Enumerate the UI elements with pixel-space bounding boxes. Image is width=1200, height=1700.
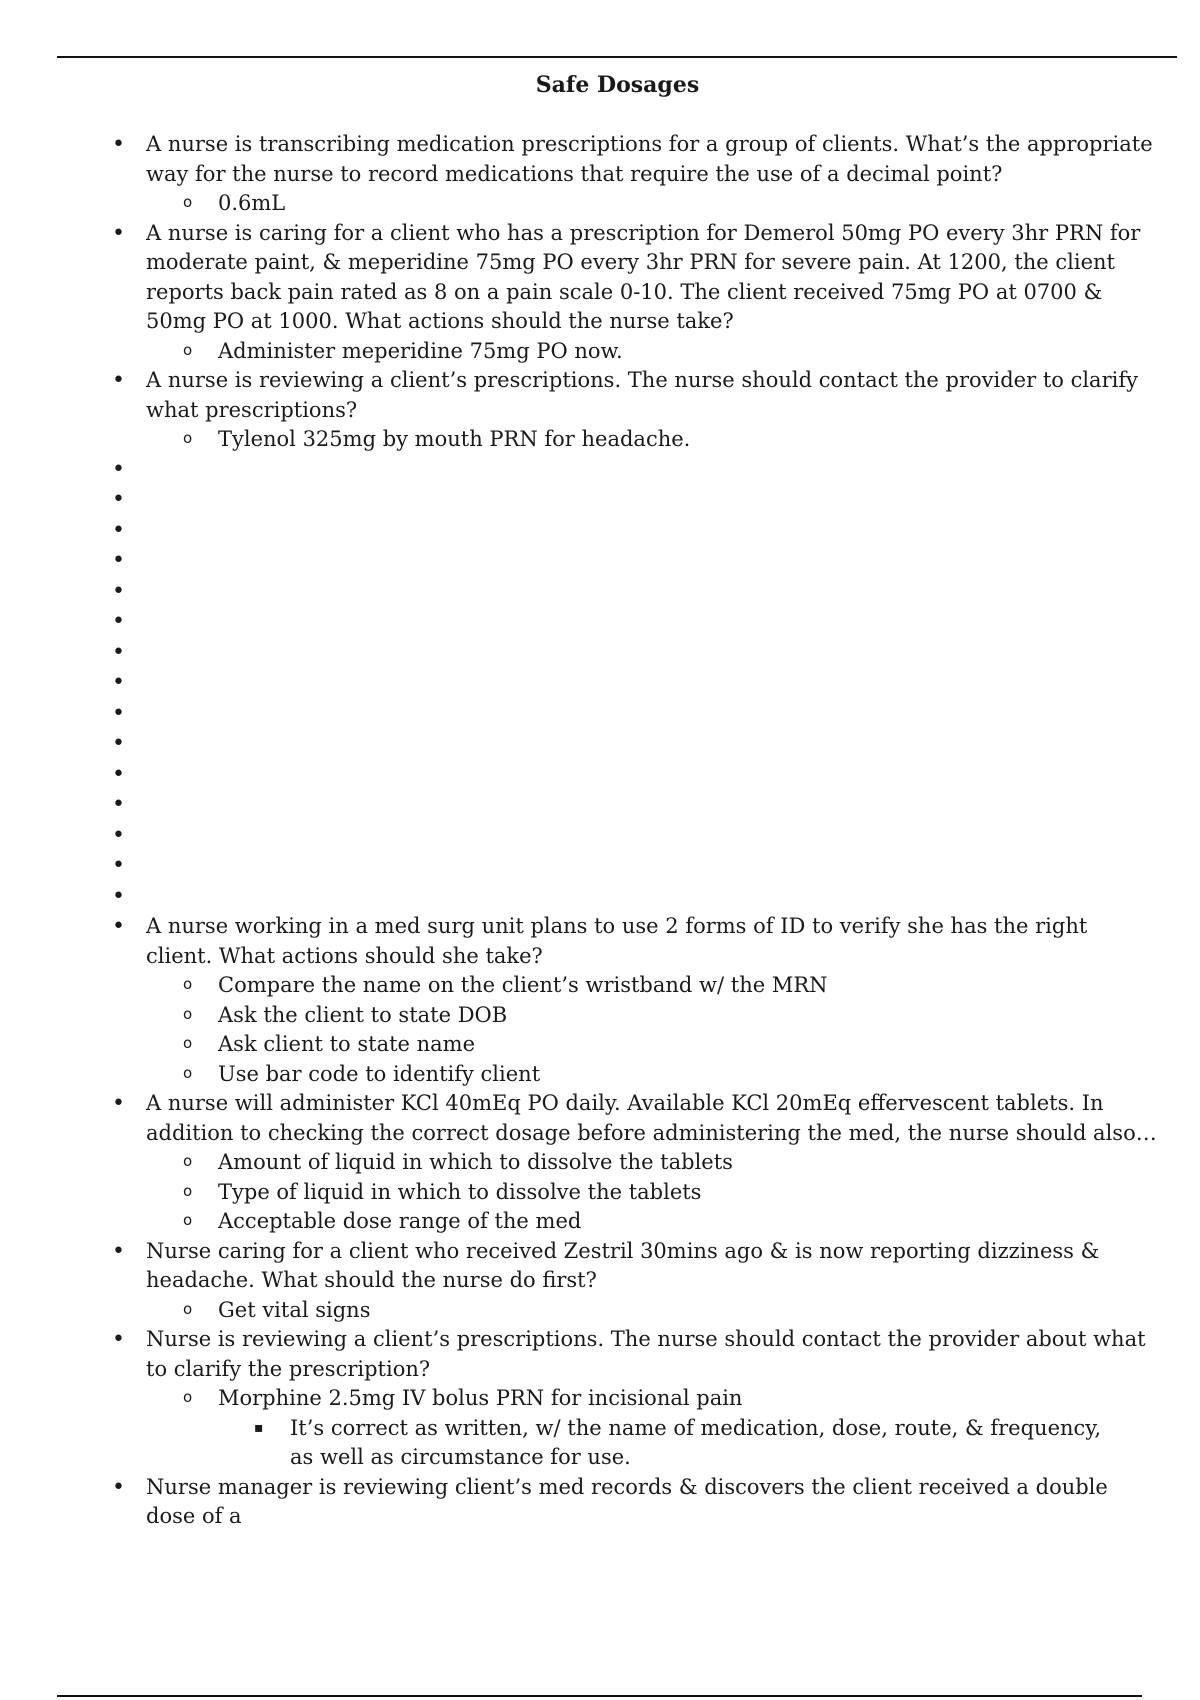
question-list: [0, 130, 1200, 1532]
answer-item: [0, 1296, 1200, 1326]
question-text: Nurse is reviewing a client’s prescriptions. The nurse should contact the provider about what to clarify the prescription?: [146, 1327, 1146, 1381]
empty-bullet: [0, 485, 1200, 516]
empty-bullet: [0, 607, 1200, 638]
question-item: [0, 1473, 1200, 1532]
question-item: [0, 130, 1200, 189]
question-text: Nurse manager is reviewing client’s med records & discovers the client received a double dose of a: [146, 1474, 1108, 1528]
question-item: [0, 1089, 1200, 1148]
empty-bullet: [0, 577, 1200, 608]
empty-bullet: [0, 638, 1200, 669]
question-item: [0, 1237, 1200, 1296]
note-item: [0, 1414, 1200, 1473]
question-text: A nurse will administer KCl 40mEq PO daily. Available KCl 20mEq effervescent tablets. In addition to checking the correct dosage before administering the med, the nurse should also…: [146, 1091, 1157, 1145]
answer-text: Use bar code to identify client: [218, 1061, 541, 1086]
answer-item: [0, 971, 1200, 1001]
answer-item: [0, 1178, 1200, 1208]
question-text: A nurse is reviewing a client’s prescriptions. The nurse should contact the provider to clarify what prescriptions?: [146, 368, 1138, 422]
answer-text: Acceptable dose range of the med: [218, 1209, 582, 1233]
empty-bullet: [0, 882, 1200, 913]
answer-text: Morphine 2.5mg IV bolus PRN for incisional pain: [218, 1386, 743, 1410]
answer-text: 0.6mL: [218, 191, 286, 215]
question-item: [0, 366, 1200, 425]
answer-text: Ask client to state name: [218, 1032, 476, 1056]
answer-item: [0, 337, 1200, 367]
question-item: [0, 219, 1200, 337]
empty-bullet: [0, 821, 1200, 852]
empty-bullet: [0, 729, 1200, 760]
question-text: Nurse caring for a client who received Zestril 30mins ago & is now reporting dizziness & headache. What should the nurse do first?: [146, 1238, 1100, 1292]
page-title: Safe Dosages: [535, 72, 700, 98]
empty-bullet: [0, 668, 1200, 699]
answer-text: Ask the client to state DOB: [218, 1002, 508, 1027]
empty-bullet: [0, 790, 1200, 821]
answer-item: [0, 425, 1200, 455]
top-rule: [57, 56, 1177, 58]
question-text: A nurse is transcribing medication prescriptions for a group of clients. What’s the appropriate way for the nurse to record medications that require the use of a decimal point?: [146, 132, 1153, 186]
answer-item: [0, 1207, 1200, 1237]
empty-bullet: [0, 455, 1200, 486]
answer-text: Administer meperidine 75mg PO now.: [218, 338, 623, 363]
question-item: [0, 1325, 1200, 1384]
answer-text: Type of liquid in which to dissolve the tablets: [218, 1179, 702, 1204]
answer-text: Get vital signs: [218, 1297, 371, 1322]
answer-item: [0, 1060, 1200, 1090]
answer-item: [0, 1148, 1200, 1178]
question-item: [0, 912, 1200, 971]
answer-item: [0, 1384, 1200, 1414]
question-text: A nurse is caring for a client who has a prescription for Demerol 50mg PO every 3hr PRN for moderate paint, & meperidine 75mg PO every 3hr PRN for severe pain. At 1200, the client reports back pain rated as 8 on a pain scale 0-10. The client received 75mg PO at 0700 & 50mg PO at 1000. What actions should the nurse take?: [146, 220, 1141, 333]
empty-bullet: [0, 760, 1200, 791]
answer-text: Tylenol 325mg by mouth PRN for headache.: [218, 427, 691, 451]
question-text: A nurse working in a med surg unit plans to use 2 forms of ID to verify she has the right client. What actions should she take?: [146, 914, 1088, 968]
empty-bullet: [0, 851, 1200, 882]
empty-bullet: [0, 516, 1200, 547]
answer-text: Compare the name on the client’s wristband w/ the MRN: [218, 973, 828, 997]
answer-item: [0, 1001, 1200, 1031]
answer-text: Amount of liquid in which to dissolve the tablets: [218, 1150, 733, 1174]
empty-bullet: [0, 699, 1200, 730]
empty-bullet: [0, 546, 1200, 577]
note-text: It’s correct as written, w/ the name of medication, dose, route, & frequency, as well as circumstance for use.: [290, 1415, 1102, 1469]
answer-item: [0, 189, 1200, 219]
answer-item: [0, 1030, 1200, 1060]
bottom-rule: [57, 1695, 1142, 1697]
